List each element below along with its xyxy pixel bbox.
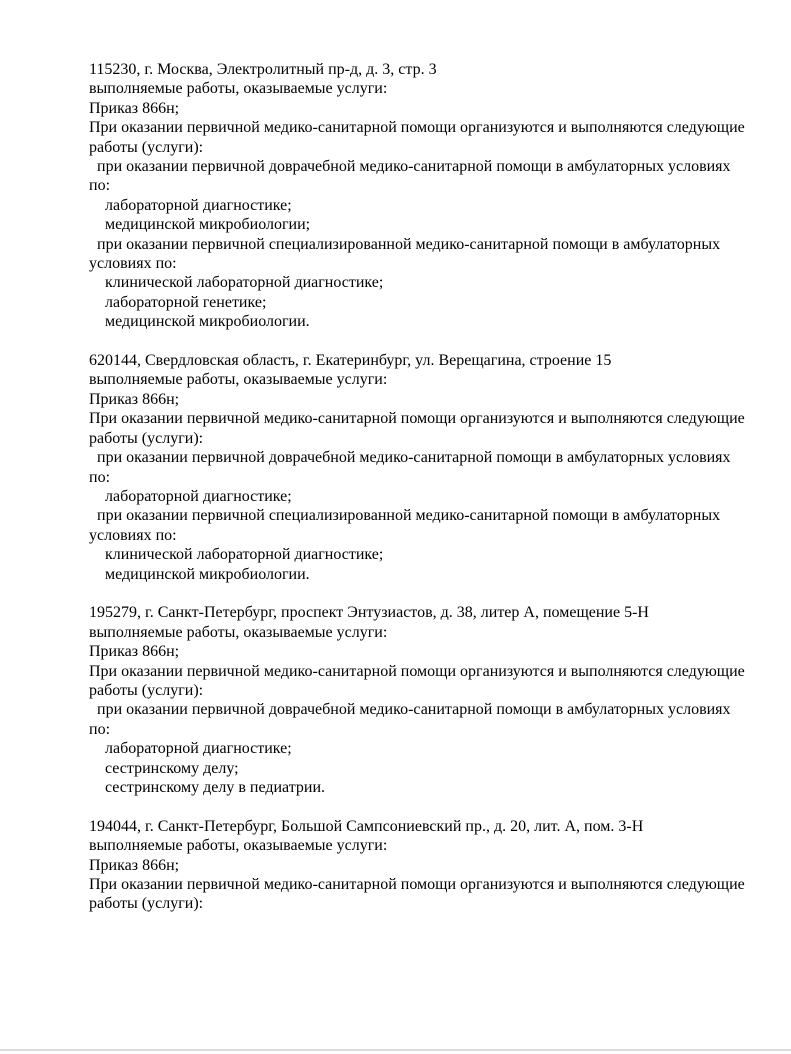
text-line: При оказании первичной медико-санитарной помощи организуются и выполняются следующие xyxy=(89,876,745,894)
text-line: по: xyxy=(89,720,111,738)
text-line: медицинской микробиологии. xyxy=(89,565,310,583)
text-line: Приказ 866н; xyxy=(89,856,180,874)
text-line: при оказании первичной доврачебной медико-санитарной помощи в амбулаторных условиях xyxy=(89,449,731,467)
address-line: 620144, Свердловская область, г. Екатеринбург, ул. Верещагина, строение 15 xyxy=(89,352,612,370)
text-line: по: xyxy=(89,468,111,486)
text-line: лабораторной диагностике; xyxy=(89,196,292,214)
text-line: медицинской микробиологии. xyxy=(89,313,310,331)
text-line: сестринскому делу; xyxy=(89,759,239,777)
address-line: 194044, г. Санкт-Петербург, Большой Сампсониевский пр., д. 20, лит. А, пом. 3-Н xyxy=(89,817,644,835)
text-line: при оказании первичной специализированной медико-санитарной помощи в амбулаторных xyxy=(89,235,721,253)
address-block xyxy=(89,817,749,914)
document-text xyxy=(89,60,749,933)
text-line: при оказании первичной доврачебной медико-санитарной помощи в амбулаторных условиях xyxy=(89,701,731,719)
text-line: при оказании первичной специализированной медико-санитарной помощи в амбулаторных xyxy=(89,507,721,525)
text-line: При оказании первичной медико-санитарной помощи организуются и выполняются следующие xyxy=(89,119,745,137)
text-line: выполняемые работы, оказываемые услуги: xyxy=(89,623,388,641)
text-line: Приказ 866н; xyxy=(89,643,180,661)
text-line: Приказ 866н; xyxy=(89,390,180,408)
address-block xyxy=(89,603,749,797)
text-line: работы (услуги): xyxy=(89,895,204,913)
text-line: условиях по: xyxy=(89,526,177,544)
text-line: лабораторной диагностике; xyxy=(89,487,292,505)
address-line: 115230, г. Москва, Электролитный пр-д, д. 3, стр. 3 xyxy=(89,61,437,78)
text-line: выполняемые работы, оказываемые услуги: xyxy=(89,371,388,389)
text-line: выполняемые работы, оказываемые услуги: xyxy=(89,837,388,855)
page-bottom-divider xyxy=(0,1049,791,1051)
text-line: выполняемые работы, оказываемые услуги: xyxy=(89,80,388,98)
text-line: условиях по: xyxy=(89,255,177,273)
text-line: работы (услуги): xyxy=(89,681,204,699)
text-line: клинической лабораторной диагностике; xyxy=(89,546,384,564)
text-line: работы (услуги): xyxy=(89,138,204,156)
text-line: лабораторной генетике; xyxy=(89,293,267,311)
address-line: 195279, г. Санкт-Петербург, проспект Энтузиастов, д. 38, литер А, помещение 5-Н xyxy=(89,604,649,622)
text-line: работы (услуги): xyxy=(89,429,204,447)
text-line: медицинской микробиологии; xyxy=(89,216,311,234)
address-block xyxy=(89,60,749,332)
text-line: по: xyxy=(89,177,111,195)
text-line: При оказании первичной медико-санитарной помощи организуются и выполняются следующие xyxy=(89,662,745,680)
text-line: При оказании первичной медико-санитарной помощи организуются и выполняются следующие xyxy=(89,410,745,428)
address-block xyxy=(89,351,749,584)
text-line: лабораторной диагностике; xyxy=(89,740,292,758)
text-line: клинической лабораторной диагностике; xyxy=(89,274,384,292)
text-line: Приказ 866н; xyxy=(89,99,180,117)
text-line: сестринскому делу в педиатрии. xyxy=(89,779,326,796)
text-line: при оказании первичной доврачебной медико-санитарной помощи в амбулаторных условиях xyxy=(89,158,731,176)
